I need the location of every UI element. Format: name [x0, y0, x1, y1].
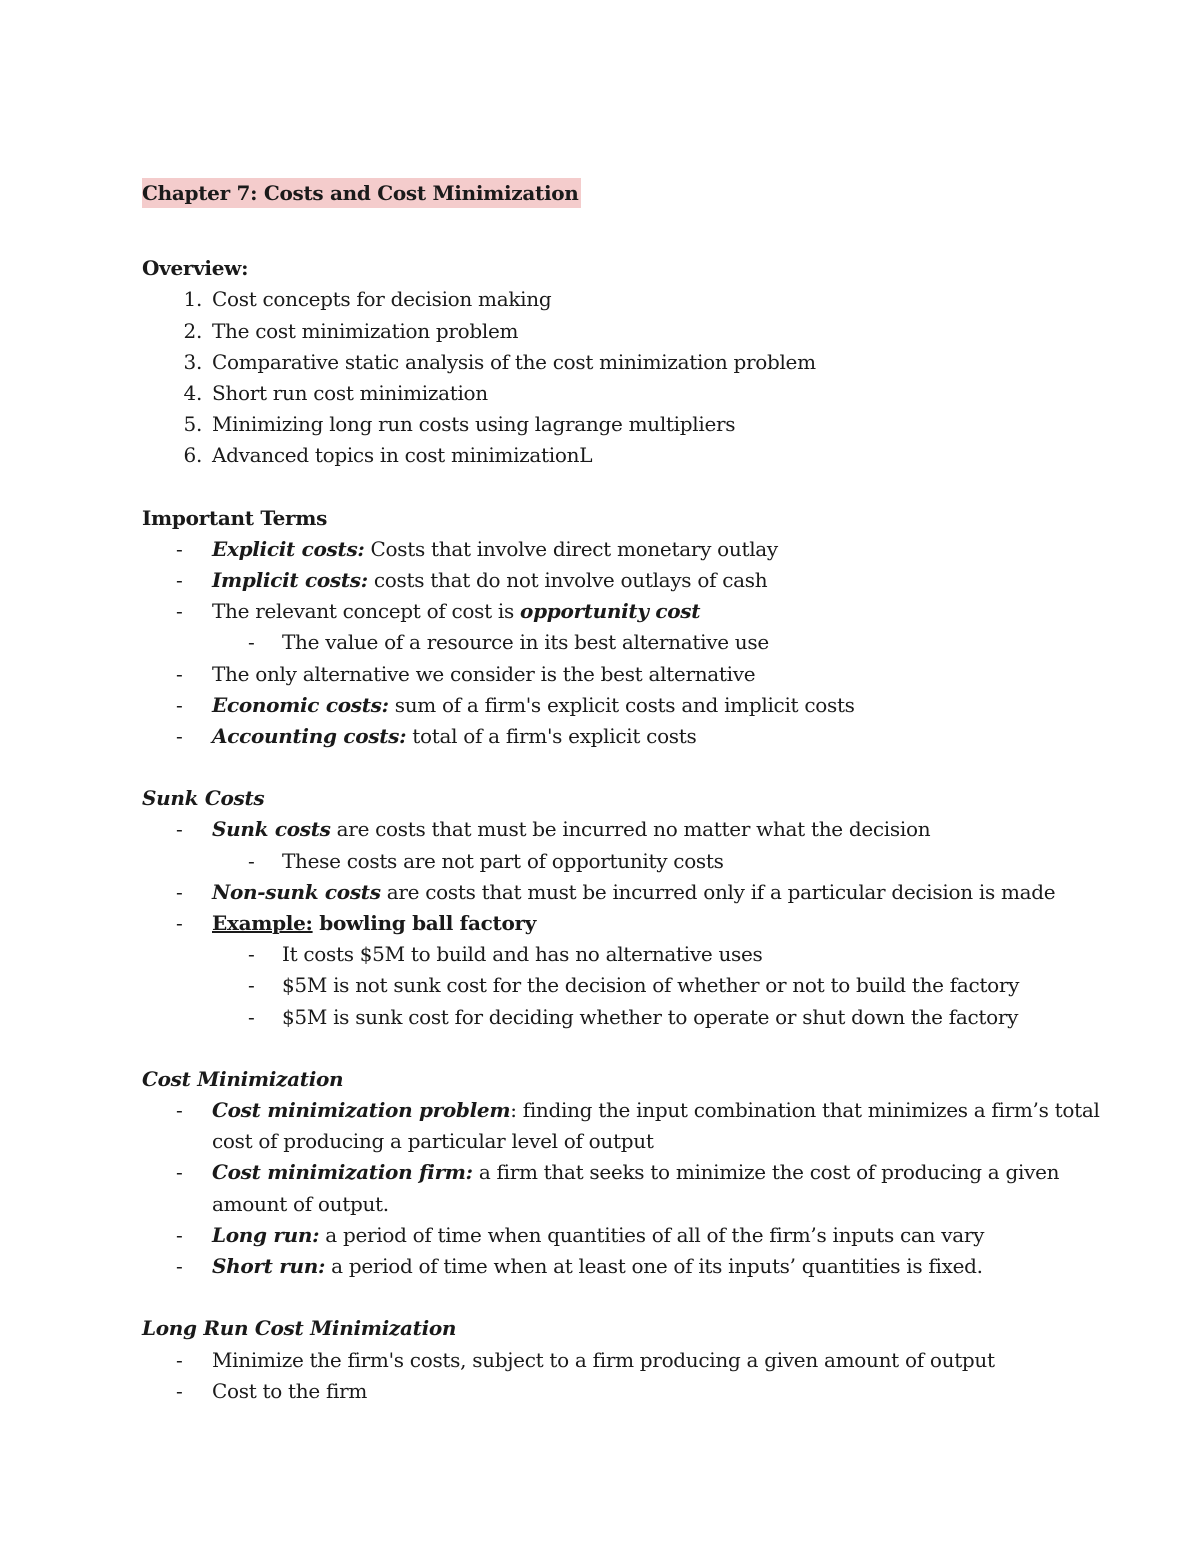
list-item: - Accounting costs: total of a firm's explicit costs	[176, 724, 697, 749]
list-item: - Long run: a period of time when quantities of all of the firm’s inputs can vary	[176, 1222, 985, 1247]
list-item: 6. Advanced topics in cost minimizationL	[183, 443, 593, 468]
list-item: 4. Short run cost minimization	[183, 381, 488, 406]
long-run-list	[142, 1345, 1100, 1407]
list-item: - The only alternative we consider is the best alternative	[176, 661, 756, 686]
list-item: - The relevant concept of cost is opportunity cost	[176, 599, 701, 624]
list-item: - Short run: a period of time when at least one of its inputs’ quantities is fixed.	[176, 1254, 983, 1279]
list-item: - Sunk costs are costs that must be incurred no matter what the decision	[176, 817, 931, 842]
cost-minimization-list	[142, 1095, 1100, 1282]
list-item: - These costs are not part of opportunity costs	[248, 848, 724, 873]
sunk-costs-heading: Sunk Costs	[142, 786, 265, 811]
list-item: 1. Cost concepts for decision making	[183, 287, 552, 312]
overview-list	[142, 284, 1100, 471]
list-item: - Implicit costs: costs that do not involve outlays of cash	[176, 568, 768, 593]
list-item: - Example: bowling ball factory	[176, 911, 537, 936]
list-item: - $5M is sunk cost for deciding whether to operate or shut down the factory	[248, 1004, 1019, 1029]
overview-heading: Overview:	[142, 256, 249, 281]
page-title: Chapter 7: Costs and Cost Minimization	[142, 178, 581, 208]
important-terms-list	[142, 534, 1100, 752]
list-item: - Explicit costs: Costs that involve direct monetary outlay	[176, 536, 778, 561]
cost-minimization-heading: Cost Minimization	[142, 1066, 344, 1091]
list-item: - $5M is not sunk cost for the decision of whether or not to build the factory	[248, 973, 1020, 998]
list-item: 5. Minimizing long run costs using lagrange multipliers	[183, 412, 736, 437]
list-item: 3. Comparative static analysis of the cost minimization problem	[183, 349, 816, 374]
list-item: - Economic costs: sum of a firm's explicit costs and implicit costs	[176, 692, 855, 717]
list-item: - The value of a resource in its best alternative use	[248, 630, 769, 655]
list-item: - Cost to the firm	[176, 1378, 368, 1403]
list-item: - It costs $5M to build and has no alternative uses	[248, 942, 763, 967]
long-run-heading: Long Run Cost Minimization	[142, 1316, 457, 1341]
sunk-costs-list	[142, 814, 1100, 1032]
list-item: - Cost minimization problem: finding the input combination that minimizes a firm’s total cost of producing a particular level of output	[176, 1098, 1100, 1154]
important-terms-heading: Important Terms	[142, 505, 328, 530]
list-item: - Non-sunk costs are costs that must be incurred only if a particular decision is made	[176, 879, 1056, 904]
list-item: - Minimize the firm's costs, subject to a firm producing a given amount of output	[176, 1347, 995, 1372]
list-item: - Cost minimization firm: a firm that seeks to minimize the cost of producing a given amount of output.	[176, 1160, 1060, 1216]
list-item: 2. The cost minimization problem	[183, 318, 519, 343]
